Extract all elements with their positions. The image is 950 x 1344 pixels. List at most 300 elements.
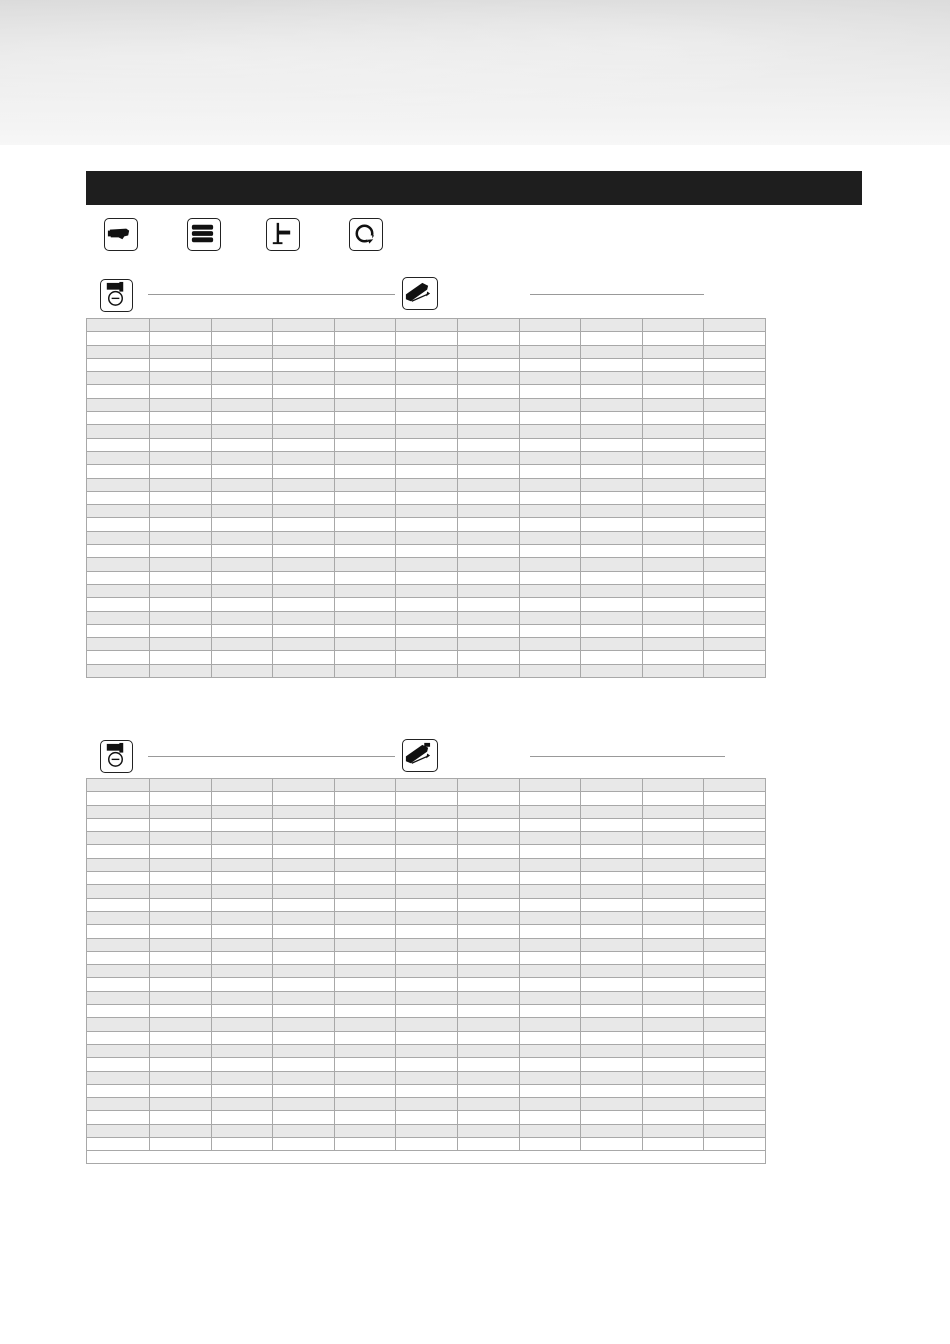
table-cell bbox=[581, 1044, 643, 1057]
table-cell bbox=[87, 398, 150, 411]
table-cell bbox=[704, 425, 766, 438]
table-cell bbox=[642, 898, 704, 911]
table-cell bbox=[396, 925, 458, 938]
table-cell bbox=[396, 478, 458, 491]
table-row bbox=[87, 818, 766, 831]
rotate-icon bbox=[349, 218, 383, 251]
table-cell bbox=[273, 545, 335, 558]
table-cell bbox=[457, 651, 519, 664]
table-cell bbox=[87, 885, 150, 898]
table-cell bbox=[211, 991, 273, 1004]
table-row bbox=[87, 438, 766, 451]
table-row bbox=[87, 832, 766, 845]
table-cell bbox=[457, 965, 519, 978]
table-cell bbox=[87, 584, 150, 597]
table-cell bbox=[457, 832, 519, 845]
table-cell bbox=[150, 491, 212, 504]
table-cell bbox=[704, 664, 766, 677]
table-cell bbox=[211, 872, 273, 885]
table-cell bbox=[704, 845, 766, 858]
table-cell bbox=[457, 978, 519, 991]
table-cell bbox=[273, 571, 335, 584]
table-cell bbox=[273, 805, 335, 818]
table-row bbox=[87, 885, 766, 898]
table-cell bbox=[457, 898, 519, 911]
table-cell bbox=[642, 531, 704, 544]
table-cell bbox=[150, 885, 212, 898]
table-cell bbox=[642, 664, 704, 677]
table-cell bbox=[642, 398, 704, 411]
table-cell bbox=[150, 571, 212, 584]
table-cell bbox=[642, 491, 704, 504]
table-cell bbox=[150, 664, 212, 677]
table-cell bbox=[642, 1044, 704, 1057]
table-cell bbox=[211, 571, 273, 584]
table-cell bbox=[87, 779, 150, 792]
table-cell bbox=[396, 531, 458, 544]
table-cell bbox=[704, 1084, 766, 1097]
table-cell bbox=[581, 319, 643, 332]
table-cell bbox=[581, 412, 643, 425]
table-cell bbox=[334, 872, 396, 885]
table-cell bbox=[396, 571, 458, 584]
table-cell bbox=[273, 1018, 335, 1031]
table-cell bbox=[642, 412, 704, 425]
table-cell bbox=[150, 1058, 212, 1071]
table-cell bbox=[396, 978, 458, 991]
table-cell bbox=[519, 491, 581, 504]
table-cell bbox=[211, 505, 273, 518]
table-cell bbox=[642, 1098, 704, 1111]
table-cell bbox=[642, 465, 704, 478]
table-cell bbox=[87, 505, 150, 518]
table-cell bbox=[211, 358, 273, 371]
table-cell bbox=[211, 818, 273, 831]
table-cell bbox=[273, 319, 335, 332]
table-cell bbox=[87, 1058, 150, 1071]
table-cell bbox=[642, 965, 704, 978]
table-cell bbox=[704, 624, 766, 637]
table-cell bbox=[334, 372, 396, 385]
table-cell bbox=[581, 792, 643, 805]
table-cell bbox=[581, 518, 643, 531]
table-cell bbox=[519, 1031, 581, 1044]
table-cell bbox=[519, 611, 581, 624]
table-cell bbox=[334, 358, 396, 371]
table-cell bbox=[704, 651, 766, 664]
table-cell bbox=[519, 372, 581, 385]
table-cell bbox=[273, 1031, 335, 1044]
table-cell bbox=[457, 1138, 519, 1151]
table-cell bbox=[211, 664, 273, 677]
table-cell bbox=[211, 319, 273, 332]
table-cell bbox=[704, 385, 766, 398]
table-cell bbox=[273, 978, 335, 991]
table-cell bbox=[704, 898, 766, 911]
table-cell bbox=[457, 991, 519, 1004]
table-cell bbox=[150, 518, 212, 531]
table-cell bbox=[457, 491, 519, 504]
table-cell bbox=[334, 1018, 396, 1031]
table-cell bbox=[704, 1018, 766, 1031]
table-cell bbox=[334, 518, 396, 531]
table-cell bbox=[273, 1071, 335, 1084]
table-cell bbox=[642, 1031, 704, 1044]
table-cell bbox=[581, 1098, 643, 1111]
table-cell bbox=[150, 438, 212, 451]
table-cell bbox=[150, 545, 212, 558]
table-row bbox=[87, 545, 766, 558]
table-cell bbox=[396, 792, 458, 805]
table-cell bbox=[334, 1138, 396, 1151]
table-cell bbox=[519, 438, 581, 451]
table-row bbox=[87, 779, 766, 792]
table-cell bbox=[704, 465, 766, 478]
table-cell bbox=[642, 845, 704, 858]
table-cell bbox=[519, 1071, 581, 1084]
table-cell bbox=[519, 584, 581, 597]
table-cell bbox=[273, 465, 335, 478]
table-cell bbox=[150, 465, 212, 478]
table-cell bbox=[87, 1124, 150, 1137]
table-cell bbox=[334, 505, 396, 518]
table-cell bbox=[273, 938, 335, 951]
table-cell bbox=[457, 664, 519, 677]
table-cell bbox=[150, 531, 212, 544]
table-cell bbox=[273, 398, 335, 411]
table-cell bbox=[150, 598, 212, 611]
table-cell bbox=[150, 1071, 212, 1084]
table-cell bbox=[642, 505, 704, 518]
table-cell bbox=[581, 478, 643, 491]
table-cell bbox=[334, 398, 396, 411]
table-row bbox=[87, 638, 766, 651]
table-row bbox=[87, 398, 766, 411]
table-cell bbox=[273, 624, 335, 637]
table-row bbox=[87, 465, 766, 478]
table-cell bbox=[704, 438, 766, 451]
table-row bbox=[87, 385, 766, 398]
table-cell bbox=[211, 518, 273, 531]
table-cell bbox=[334, 664, 396, 677]
table-cell bbox=[642, 332, 704, 345]
table-cell bbox=[704, 951, 766, 964]
table-row bbox=[87, 345, 766, 358]
table-cell bbox=[396, 951, 458, 964]
table-cell bbox=[211, 332, 273, 345]
table-cell bbox=[211, 1071, 273, 1084]
table-row bbox=[87, 898, 766, 911]
table-row bbox=[87, 805, 766, 818]
table-cell bbox=[704, 491, 766, 504]
table-cell bbox=[150, 624, 212, 637]
table-cell bbox=[581, 818, 643, 831]
table-cell bbox=[581, 885, 643, 898]
table-cell bbox=[642, 925, 704, 938]
table-cell bbox=[642, 818, 704, 831]
table-cell bbox=[150, 584, 212, 597]
table-cell bbox=[396, 1138, 458, 1151]
table-row bbox=[87, 991, 766, 1004]
table-cell bbox=[396, 319, 458, 332]
table-row bbox=[87, 951, 766, 964]
table-cell bbox=[519, 1084, 581, 1097]
table-cell bbox=[704, 332, 766, 345]
table-cell bbox=[704, 779, 766, 792]
table-cell bbox=[334, 1005, 396, 1018]
table-cell bbox=[211, 451, 273, 464]
table-cell bbox=[150, 779, 212, 792]
table-cell bbox=[273, 1124, 335, 1137]
table-cell bbox=[211, 911, 273, 924]
table-cell bbox=[334, 1111, 396, 1124]
table-cell bbox=[334, 885, 396, 898]
table-cell bbox=[396, 451, 458, 464]
table-cell bbox=[581, 1138, 643, 1151]
table-cell bbox=[519, 358, 581, 371]
table-cell bbox=[334, 638, 396, 651]
table-cell bbox=[457, 1018, 519, 1031]
table-cell bbox=[581, 651, 643, 664]
table-cell bbox=[273, 832, 335, 845]
table-cell bbox=[211, 624, 273, 637]
table-cell bbox=[642, 345, 704, 358]
table-cell bbox=[642, 991, 704, 1004]
table-cell bbox=[642, 911, 704, 924]
table-cell bbox=[273, 385, 335, 398]
table-row bbox=[87, 938, 766, 951]
table-cell bbox=[704, 638, 766, 651]
table-cell bbox=[519, 779, 581, 792]
remote-pointing-icon bbox=[402, 277, 438, 310]
table-cell bbox=[396, 885, 458, 898]
table-cell bbox=[519, 345, 581, 358]
table-cell bbox=[87, 872, 150, 885]
table-cell bbox=[273, 818, 335, 831]
table-cell bbox=[273, 858, 335, 871]
table-cell bbox=[334, 911, 396, 924]
table-cell bbox=[704, 571, 766, 584]
table-cell bbox=[704, 372, 766, 385]
table-cell bbox=[396, 1098, 458, 1111]
table-cell bbox=[396, 345, 458, 358]
table-cell bbox=[581, 451, 643, 464]
table-cell bbox=[581, 638, 643, 651]
table-cell bbox=[211, 845, 273, 858]
timer-remote-icon bbox=[100, 279, 133, 312]
table-cell bbox=[519, 925, 581, 938]
table-cell bbox=[519, 465, 581, 478]
table-cell bbox=[87, 1071, 150, 1084]
table-cell bbox=[581, 332, 643, 345]
table-row bbox=[87, 664, 766, 677]
table-cell bbox=[704, 925, 766, 938]
table-cell bbox=[334, 385, 396, 398]
table-cell bbox=[334, 412, 396, 425]
table-cell bbox=[519, 451, 581, 464]
table-row bbox=[87, 518, 766, 531]
table-cell bbox=[519, 398, 581, 411]
table-cell bbox=[150, 1005, 212, 1018]
table-cell bbox=[519, 1044, 581, 1057]
table-row bbox=[87, 1071, 766, 1084]
table-cell bbox=[519, 624, 581, 637]
table-cell bbox=[704, 1138, 766, 1151]
table-cell bbox=[704, 1098, 766, 1111]
table-cell bbox=[211, 438, 273, 451]
table-cell bbox=[273, 505, 335, 518]
table-cell bbox=[211, 1031, 273, 1044]
table-cell bbox=[457, 872, 519, 885]
table-cell bbox=[519, 818, 581, 831]
table-cell bbox=[150, 911, 212, 924]
table-cell bbox=[457, 858, 519, 871]
table-cell bbox=[87, 598, 150, 611]
table-row bbox=[87, 624, 766, 637]
table-cell bbox=[273, 372, 335, 385]
table-cell bbox=[457, 1071, 519, 1084]
table-cell bbox=[334, 438, 396, 451]
table-cell bbox=[581, 872, 643, 885]
table-cell bbox=[273, 1084, 335, 1097]
table-cell bbox=[273, 779, 335, 792]
table-cell bbox=[211, 372, 273, 385]
table-cell bbox=[273, 478, 335, 491]
table-cell bbox=[642, 1018, 704, 1031]
table-cell bbox=[642, 638, 704, 651]
table-cell bbox=[273, 598, 335, 611]
table-cell bbox=[457, 911, 519, 924]
table-cell bbox=[273, 911, 335, 924]
table-cell bbox=[211, 779, 273, 792]
table-cell bbox=[519, 805, 581, 818]
table-cell bbox=[273, 451, 335, 464]
table-cell bbox=[704, 558, 766, 571]
table-cell bbox=[704, 584, 766, 597]
table-cell bbox=[457, 938, 519, 951]
table-cell bbox=[273, 1098, 335, 1111]
table-cell bbox=[273, 558, 335, 571]
table-cell bbox=[334, 545, 396, 558]
table-cell bbox=[150, 332, 212, 345]
table-cell bbox=[211, 1044, 273, 1057]
table-cell bbox=[396, 545, 458, 558]
table-cell bbox=[334, 478, 396, 491]
table-cell bbox=[211, 491, 273, 504]
table-cell bbox=[457, 1084, 519, 1097]
table-cell bbox=[457, 792, 519, 805]
table-cell bbox=[396, 412, 458, 425]
table-cell bbox=[581, 978, 643, 991]
table-cell bbox=[211, 465, 273, 478]
table-row bbox=[87, 558, 766, 571]
table-note-row bbox=[87, 1151, 766, 1164]
table-cell bbox=[581, 1018, 643, 1031]
table-cell bbox=[642, 319, 704, 332]
table-cell bbox=[87, 478, 150, 491]
section-2-right-rule bbox=[530, 756, 725, 757]
table-cell bbox=[150, 638, 212, 651]
table-cell bbox=[704, 1031, 766, 1044]
table-cell bbox=[519, 911, 581, 924]
table-cell bbox=[704, 611, 766, 624]
table-cell bbox=[87, 1044, 150, 1057]
table-cell bbox=[273, 1058, 335, 1071]
table-row bbox=[87, 478, 766, 491]
table-cell bbox=[334, 1031, 396, 1044]
table-cell bbox=[519, 1138, 581, 1151]
table-cell bbox=[457, 611, 519, 624]
table-cell bbox=[396, 805, 458, 818]
table-cell bbox=[150, 938, 212, 951]
table-cell bbox=[457, 385, 519, 398]
table-cell bbox=[457, 1044, 519, 1057]
table-cell bbox=[273, 358, 335, 371]
table-cell bbox=[704, 1044, 766, 1057]
table-cell bbox=[704, 412, 766, 425]
table-cell bbox=[519, 1005, 581, 1018]
table-cell bbox=[396, 858, 458, 871]
table-row bbox=[87, 845, 766, 858]
table-cell bbox=[396, 1124, 458, 1137]
table-cell bbox=[581, 545, 643, 558]
table-cell bbox=[211, 425, 273, 438]
table-cell bbox=[87, 332, 150, 345]
table-cell bbox=[211, 1111, 273, 1124]
table-cell bbox=[581, 425, 643, 438]
table-cell bbox=[87, 451, 150, 464]
table-cell bbox=[642, 518, 704, 531]
table-cell bbox=[150, 505, 212, 518]
table-cell bbox=[334, 938, 396, 951]
table-cell bbox=[150, 345, 212, 358]
table-cell bbox=[457, 412, 519, 425]
table-row bbox=[87, 1084, 766, 1097]
table-cell bbox=[396, 1111, 458, 1124]
table-cell bbox=[642, 651, 704, 664]
table-cell bbox=[211, 832, 273, 845]
table-cell bbox=[704, 832, 766, 845]
table-cell bbox=[150, 991, 212, 1004]
table-cell bbox=[519, 978, 581, 991]
table-cell bbox=[87, 558, 150, 571]
table-cell bbox=[581, 938, 643, 951]
table-cell bbox=[642, 1058, 704, 1071]
table-cell bbox=[581, 465, 643, 478]
table-cell bbox=[704, 505, 766, 518]
table-cell bbox=[457, 1124, 519, 1137]
table-cell bbox=[519, 885, 581, 898]
table-cell bbox=[581, 491, 643, 504]
table-cell bbox=[642, 858, 704, 871]
table-cell bbox=[87, 518, 150, 531]
table-cell bbox=[273, 531, 335, 544]
table-cell bbox=[519, 1124, 581, 1137]
table-cell bbox=[273, 518, 335, 531]
table-cell bbox=[704, 1058, 766, 1071]
table-cell bbox=[87, 638, 150, 651]
remote-pointing-icon bbox=[402, 739, 438, 772]
table-cell bbox=[334, 651, 396, 664]
table-cell bbox=[581, 858, 643, 871]
table-cell bbox=[642, 938, 704, 951]
table-cell bbox=[150, 1018, 212, 1031]
table-cell bbox=[581, 832, 643, 845]
table-row bbox=[87, 978, 766, 991]
table-cell bbox=[211, 1058, 273, 1071]
table-cell bbox=[519, 1098, 581, 1111]
table-cell bbox=[642, 951, 704, 964]
